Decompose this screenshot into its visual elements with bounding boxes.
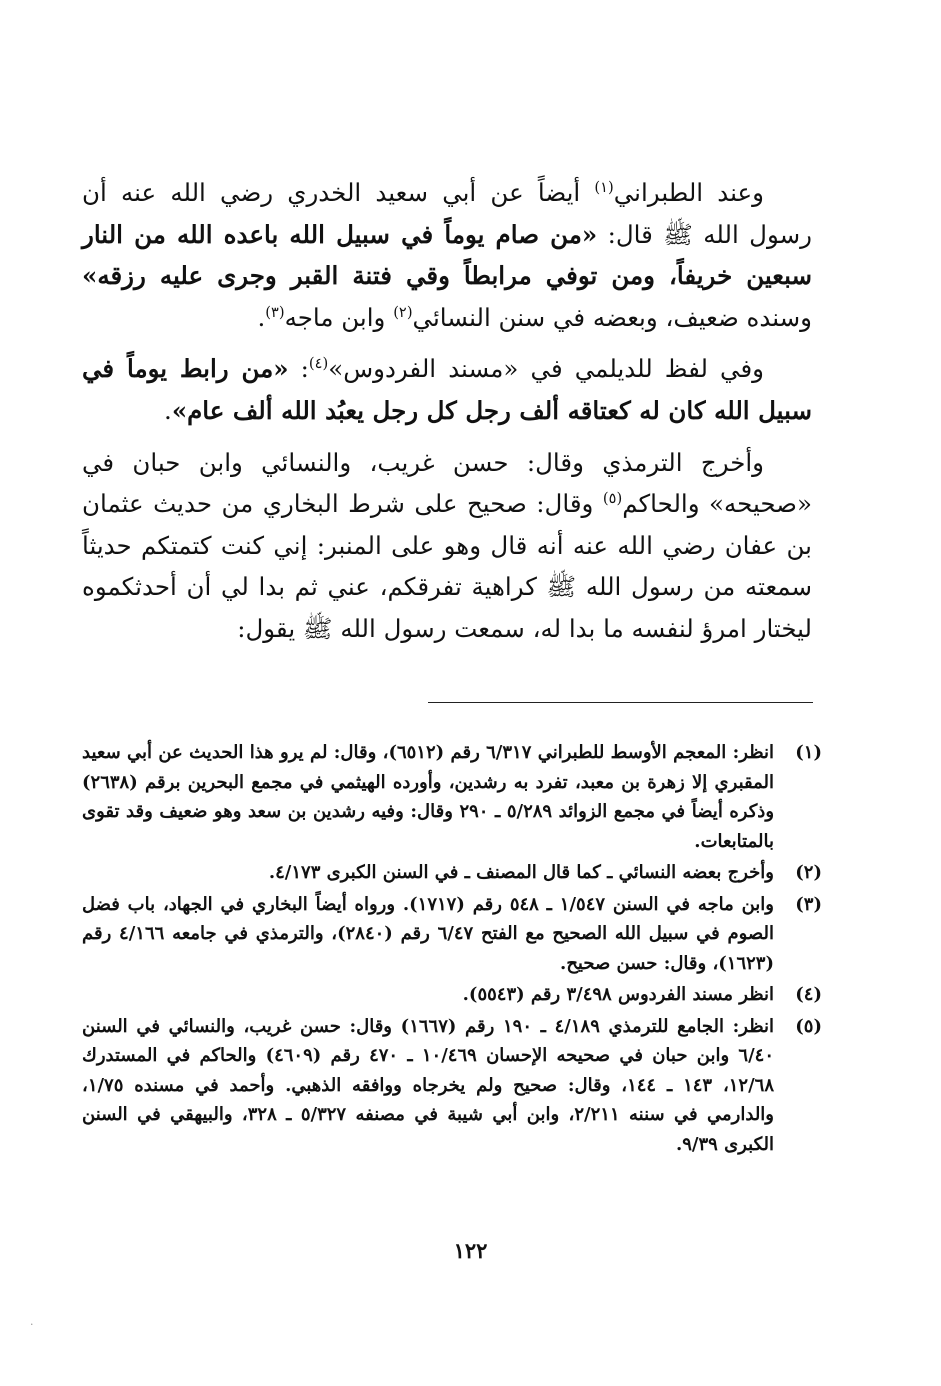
p3-text-a: وأخرج الترمذي وقال: حسن غريب، والنسائي وابن حبان في «صحيحه» والحاكم xyxy=(82,447,812,519)
p1-text-d: وابن ماجه xyxy=(284,302,394,332)
footnote-ref-1: (١) xyxy=(594,178,614,196)
p1-text-c: وسنده ضعيف، وبعضه في سنن النسائي xyxy=(412,302,812,332)
p1-text-a: وعند الطبراني xyxy=(613,178,764,207)
footnote-number: (٥) xyxy=(795,1015,822,1037)
paragraph-3 xyxy=(82,442,812,650)
p1-text-b: أيضاً عن أبي سعيد الخدري رضي الله عنه أن رسول الله ﷺ قال: xyxy=(82,178,812,249)
footnote xyxy=(82,980,822,1010)
p2-text-b: : xyxy=(288,354,309,384)
footnote-ref-5: (٥) xyxy=(602,490,623,507)
p2-text-a: وفي لفظ للديلمي في «مسند الفردوس» xyxy=(328,354,764,384)
footnote xyxy=(82,1012,822,1160)
hadith-quote-2: «من رابط يوماً في سبيل الله كان له كعتاقه ألف رجل كل رجل يعبُد الله ألف عام» xyxy=(82,354,812,425)
hadith-quote-1: «من صام يوماً في سبيل الله باعده الله من النار سبعين خريفاً، ومن توفي مرابطاً وقي فتنة القبر وجرى عليه رزقه» xyxy=(82,219,812,291)
footnote-text: انظر: المعجم الأوسط للطبراني ٦/٣١٧ رقم (٦٥١٢)، وقال: لم يرو هذا الحديث عن أبي سعيد المقبري إلا زهرة بن معبد، تفرد به رشدين، وأورده الهيثمي في مجمع البحرين برقم (٢٦٣٨) وذكره أيضاً في مجمع الزوائد ٥/٢٨٩ ـ ٢٩٠ وقال: وفيه رشدين بن سعد وهو ضعيف وقد تقوى بالمتابعات. xyxy=(82,742,775,852)
footnote-number: (٢) xyxy=(795,862,822,883)
footnote-number: (٣) xyxy=(795,893,822,915)
p3-text-b: وقال: صحيح على شرط البخاري من حديث عثمان بن عفان رضي الله عنه أنه قال وهو على المنبر: إني كنت كتمتكم حديثاً سمعته من رسول الله ﷺ كراهية تفرقكم، عني ثم بدا لي أن أحدثكموه ليختار امرؤ لنفسه ما بدا له، سمعت رسول الله ﷺ يقول: xyxy=(82,489,812,643)
footnote-text: وأخرج بعضه النسائي ـ كما قال المصنف ـ في السنن الكبرى ٤/١٧٣. xyxy=(268,862,774,883)
footnote-text: انظر مسند الفردوس ٣/٤٩٨ رقم (٥٥٤٣). xyxy=(462,984,774,1005)
footnote-text: وابن ماجه في السنن ١/٥٤٧ ـ ٥٤٨ رقم (١٧١٧). ورواه أيضاً البخاري في الجهاد، باب فضل الصوم في سبيل الله الصحيح مع الفتح ٦/٤٧ رقم (٢٨٤٠)، والترمذي في جامعه ٤/١٦٦ رقم (١٦٢٣)، وقال: حسن صحيح. xyxy=(82,893,774,974)
footnote-ref-4: (٤) xyxy=(308,355,329,373)
footnote xyxy=(82,890,822,979)
paragraph-2 xyxy=(82,348,812,431)
footnote-number: (١) xyxy=(795,742,822,763)
footnotes xyxy=(82,738,822,1161)
p2-text-c: . xyxy=(164,395,172,425)
footnote-ref-3: (٣) xyxy=(265,303,285,321)
p1-text-e: . xyxy=(257,302,266,332)
page-number: ١٢٢ xyxy=(453,1238,488,1263)
footnote-text: انظر: الجامع للترمذي ٤/١٨٩ ـ ١٩٠ رقم (١٦٦٧) وقال: حسن غريب، والنسائي في السنن ٦/٤٠ وابن حبان في صحيحه الإحسان ١٠/٤٦٩ ـ ٤٧٠ رقم (٤٦٠٩) والحاكم في المستدرك ١٢/٦٨، ١٤٣ ـ ١٤٤، وقال: صحيح ولم يخرجاه ووافقه الذهبي. وأحمد في مسنده ١/٧٥، والدارمي في سننه ٢/٢١١، وابن أبي شيبة في مصنفه ٥/٣٢٧ ـ ٣٢٨، والبيهقي في السنن الكبرى ٩/٣٩. xyxy=(82,1015,775,1155)
footnote xyxy=(82,738,822,856)
footnote-ref-2: (٢) xyxy=(393,303,413,321)
footnote-separator xyxy=(428,702,813,703)
scan-mark: · xyxy=(30,1318,34,1331)
paragraph-1 xyxy=(82,172,812,338)
main-text xyxy=(82,172,812,660)
footnote xyxy=(82,858,822,888)
footnote-number: (٤) xyxy=(795,984,822,1005)
